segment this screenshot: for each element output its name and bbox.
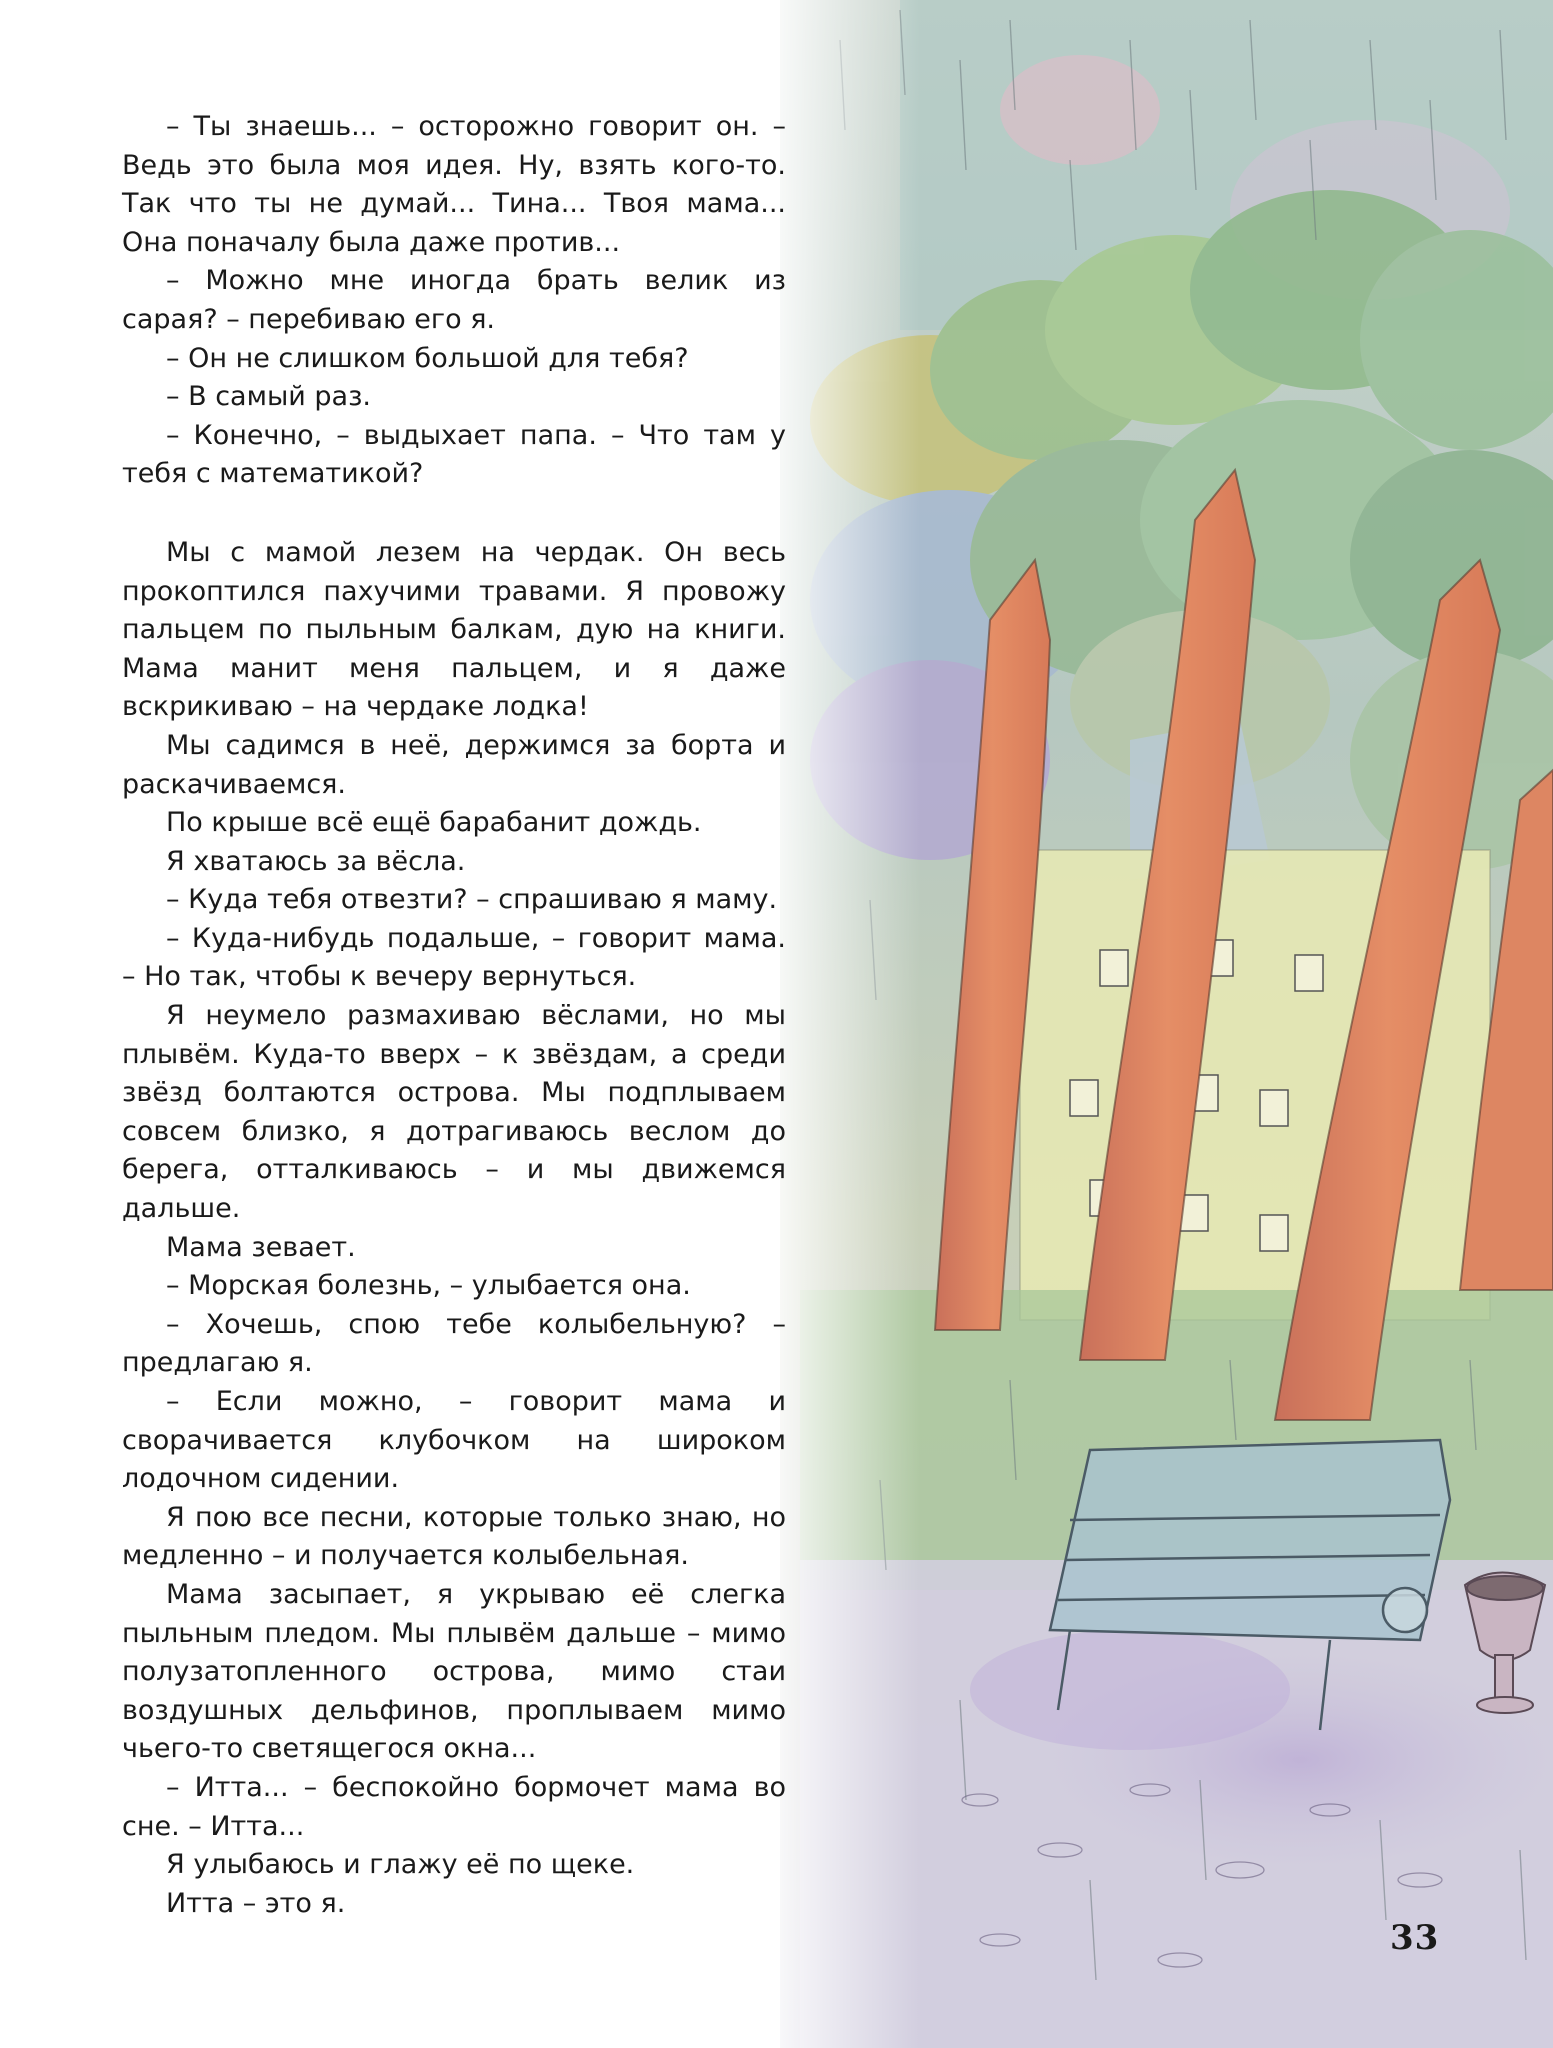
paragraph: – Куда-нибудь подальше, – говорит мама. – Но так, чтобы к вечеру вернуться.	[122, 922, 786, 993]
paragraph: Я неумело размахиваю вёслами, но мы плывём. Куда-то вверх – к звёздам, а среди звёзд болтаются острова. Мы подплываем совсем близко, я дотрагиваюсь веслом до берега, отталкиваюсь – и мы движемся дальше.	[122, 1000, 786, 1225]
paragraph: Мы садимся в неё, держимся за борта и раскачиваемся.	[122, 729, 786, 800]
page-number: 33	[1390, 1918, 1440, 1958]
paragraph: – Хочешь, спою тебе колыбельную? – предлагаю я.	[122, 1308, 786, 1379]
paragraph: – Куда тебя отвезти? – спрашиваю я маму.	[166, 884, 778, 916]
paragraph: – Он не слишком большой для тебя?	[166, 342, 689, 374]
paragraph: – Если можно, – говорит мама и сворачивается клубочком на широком лодочном сидении.	[122, 1386, 786, 1495]
paragraph: – Конечно, – выдыхает папа. – Что там у тебя с математикой?	[122, 419, 786, 490]
story-text	[122, 108, 786, 1923]
paragraph: – Итта... – беспокойно бормочет мама во сне. – Итта...	[122, 1771, 786, 1842]
paragraph: – Ты знаешь... – осторожно говорит он. – Ведь это была моя идея. Ну, взять кого-то. Так что ты не думай... Тина... Твоя мама... Она поначалу была даже против...	[122, 111, 786, 258]
paragraph: – Можно мне иногда брать велик из сарая? – перебиваю его я.	[122, 265, 786, 335]
paragraph: – Морская болезнь, – улыбается она.	[166, 1270, 691, 1302]
paragraph: Итта – это я.	[166, 1887, 346, 1919]
paragraph: – В самый раз.	[166, 381, 372, 413]
paragraph: Я пою все песни, которые только знаю, но медленно – и получается колыбельная.	[122, 1501, 786, 1572]
paragraph: По крыше всё ещё барабанит дождь.	[166, 807, 702, 839]
paragraph: Мы с мамой лезем на чердак. Он весь прокоптился пахучими травами. Я провожу пальцем по пыльным балкам, дую на книги. Мама манит меня пальцем, и я даже вскрикиваю – на чердаке лодка!	[122, 536, 786, 723]
paragraph: Я хватаюсь за вёсла.	[166, 845, 466, 877]
paragraph: Мама засыпает, я укрываю её слегка пыльным пледом. Мы плывём дальше – мимо полузатопленного острова, мимо стаи воздушных дельфинов, проплываем мимо чьего-то светящегося окна...	[122, 1578, 786, 1765]
paragraph: Я улыбаюсь и глажу её по щеке.	[166, 1849, 635, 1881]
paragraph: Мама зевает.	[166, 1231, 356, 1263]
